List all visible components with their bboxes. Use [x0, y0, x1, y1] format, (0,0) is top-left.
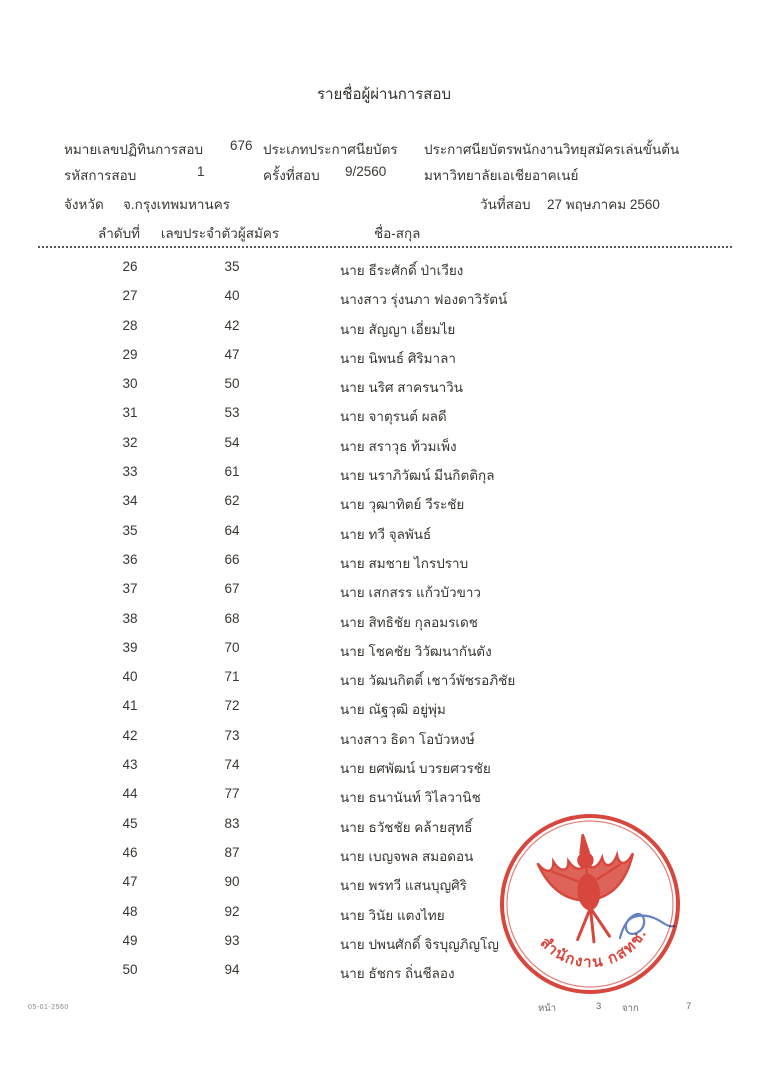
- cell-order-number: 45: [122, 815, 138, 831]
- cell-full-name: นาย ธัชกร ถิ่นชีลอง: [340, 966, 455, 982]
- table-row: [0, 400, 768, 429]
- cell-full-name: นาย นิพนธ์ ศิริมาลา: [340, 350, 456, 366]
- cell-applicant-id: 71: [224, 669, 240, 685]
- table-row: [0, 459, 768, 488]
- cell-applicant-id: 73: [224, 727, 240, 743]
- cell-full-name: นาย สมชาย ไกรปราบ: [340, 555, 469, 571]
- cell-order-number: 33: [122, 464, 138, 480]
- cell-full-name: นาย โชคชัย วิวัฒนากันตัง: [340, 643, 492, 659]
- table-row: [0, 635, 768, 664]
- session-value: 9/2560: [345, 164, 387, 179]
- table-row: [0, 547, 768, 576]
- table-row: [0, 254, 768, 283]
- cell-order-number: 50: [122, 962, 138, 978]
- exam-date-label: วันที่สอบ: [480, 197, 531, 212]
- cell-order-number: 44: [122, 786, 138, 802]
- cell-full-name: นาย นราภิวัฒน์ มีนกิตติกุล: [340, 468, 495, 484]
- header-separator: [38, 246, 732, 248]
- table-row: [0, 283, 768, 312]
- cell-applicant-id: 35: [224, 259, 240, 274]
- cell-full-name: นาย ยศพัฒน์ บวรยศวรชัย: [340, 761, 491, 777]
- cert-type-value: ประกาศนียบัตรพนักงานวิทยุสมัครเล่นขั้นต้น: [424, 142, 680, 157]
- cell-full-name: นาย พรทวี แสนบุญศิริ: [340, 878, 467, 894]
- table-row: [0, 693, 768, 722]
- cell-order-number: 31: [122, 405, 138, 421]
- cell-applicant-id: 62: [224, 493, 240, 509]
- table-row: [0, 488, 768, 517]
- cell-order-number: 28: [122, 317, 138, 333]
- column-header-order: ลำดับที่: [97, 226, 141, 241]
- table-row: [0, 430, 768, 459]
- cell-applicant-id: 83: [224, 815, 240, 831]
- cell-full-name: นาย สราวุธ ท้วมเพ็ง: [340, 438, 457, 454]
- page-title: รายชื่อผู้ผ่านการสอบ: [317, 86, 451, 103]
- cell-full-name: นางสาว รุ่งนภา ฟองดาวิรัตน์: [340, 292, 508, 308]
- cell-applicant-id: 68: [224, 610, 240, 626]
- cell-applicant-id: 61: [224, 464, 240, 480]
- exam-code-label: รหัสการสอบ: [64, 168, 137, 183]
- cell-order-number: 38: [122, 610, 138, 626]
- cell-order-number: 46: [122, 844, 138, 860]
- cell-applicant-id: 40: [224, 288, 240, 304]
- cell-full-name: นาย เสกสรร แก้วบัวขาว: [340, 585, 481, 601]
- province-value: จ.กรุงเทพมหานคร: [123, 197, 230, 212]
- cert-type-label: ประเภทประกาศนียบัตร: [263, 142, 398, 157]
- cell-applicant-id: 93: [224, 932, 240, 948]
- cell-full-name: นาย นริศ สาครนาวิน: [340, 380, 463, 396]
- cell-applicant-id: 70: [224, 639, 240, 655]
- cell-order-number: 48: [122, 903, 138, 919]
- cell-applicant-id: 53: [224, 405, 240, 421]
- cell-full-name: นาย สัญญา เอี่ยมไย: [340, 321, 456, 337]
- footer-of-label: จาก: [622, 1003, 639, 1014]
- cell-applicant-id: 72: [224, 698, 240, 714]
- cell-full-name: นาย เบญจพล สมอดอน: [340, 848, 474, 864]
- cell-order-number: 43: [122, 757, 138, 773]
- cell-full-name: นาย ธวัชชัย คล้ายสุทธิ์: [340, 819, 473, 835]
- cell-full-name: นาย ปพนศักดิ์ จิรบุญภิญโญ: [340, 936, 499, 952]
- session-label: ครั้งที่สอบ: [263, 168, 320, 183]
- cell-applicant-id: 50: [224, 376, 240, 392]
- footer-page-label: หน้า: [538, 1003, 557, 1014]
- table-row: [0, 576, 768, 605]
- cell-order-number: 41: [122, 698, 138, 714]
- table-row: [0, 606, 768, 635]
- cell-applicant-id: 90: [224, 874, 240, 890]
- cell-applicant-id: 94: [224, 962, 240, 978]
- cell-order-number: 40: [122, 669, 138, 685]
- cell-full-name: นางสาว ธิดา โอบัวหงษ์: [340, 731, 475, 747]
- calendar-value: 676: [230, 138, 253, 153]
- table-row: [0, 342, 768, 371]
- cell-full-name: นาย ณัฐวุฒิ อยู่พุ่ม: [340, 702, 446, 718]
- cell-applicant-id: 92: [224, 903, 240, 919]
- cell-full-name: นาย ทวี จุลพันธ์: [340, 526, 432, 542]
- cell-full-name: นาย วินัย แตงไทย: [340, 907, 445, 923]
- cell-applicant-id: 67: [224, 581, 240, 597]
- column-header-id: เลขประจำตัวผู้สมัคร: [160, 226, 280, 241]
- footer-doc-code: 05-01-2560: [28, 1004, 69, 1011]
- province-label: จังหวัด: [64, 197, 104, 212]
- cell-order-number: 42: [122, 727, 138, 743]
- cell-applicant-id: 66: [224, 551, 240, 567]
- footer-total-pages: 7: [686, 1001, 692, 1012]
- cell-full-name: นาย วุฒาทิตย์ วีระชัย: [340, 497, 465, 513]
- cell-order-number: 29: [122, 346, 138, 362]
- cell-applicant-id: 42: [224, 317, 240, 333]
- table-row: [0, 518, 768, 547]
- cell-applicant-id: 77: [224, 786, 240, 802]
- cell-applicant-id: 47: [224, 346, 240, 362]
- column-header-name: ชื่อ-สกุล: [374, 226, 421, 241]
- cell-full-name: นาย จาตุรนต์ ผลดี: [340, 409, 447, 425]
- footer-page-value: 3: [596, 1001, 602, 1012]
- cell-order-number: 49: [122, 932, 138, 948]
- calendar-label: หมายเลขปฏิทินการสอบ: [64, 142, 204, 157]
- cell-order-number: 34: [122, 493, 138, 509]
- cell-order-number: 32: [122, 434, 138, 450]
- cell-full-name: นาย สิทธิชัย กุลอมรเดช: [340, 614, 478, 630]
- cell-applicant-id: 54: [224, 434, 240, 450]
- cell-order-number: 47: [122, 874, 138, 890]
- cell-order-number: 39: [122, 639, 138, 655]
- table-row: [0, 752, 768, 781]
- exam-code-value: 1: [197, 164, 205, 179]
- table-row: [0, 371, 768, 400]
- cell-order-number: 35: [122, 522, 138, 538]
- cell-order-number: 30: [122, 376, 138, 392]
- exam-date-value: 27 พฤษภาคม 2560: [547, 197, 660, 212]
- cell-full-name: นาย วัฒนกิตติ์ เชาว์พัชรอภิชัย: [340, 673, 516, 689]
- cell-full-name: นาย ธีระศักดิ์ ป่าเวียง: [340, 263, 464, 278]
- table-row: [0, 313, 768, 342]
- cell-applicant-id: 74: [224, 757, 240, 773]
- venue-text: มหาวิทยาลัยเอเชียอาคเนย์: [424, 168, 579, 183]
- cell-applicant-id: 87: [224, 844, 240, 860]
- table-row: [0, 723, 768, 752]
- signature-mark: [612, 902, 682, 957]
- cell-order-number: 36: [122, 551, 138, 567]
- table-row: [0, 664, 768, 693]
- cell-order-number: 26: [122, 259, 138, 274]
- cell-full-name: นาย ธนานันท์ วิไลวานิช: [340, 790, 481, 806]
- cell-applicant-id: 64: [224, 522, 240, 538]
- stamp-text: สำนักงาน กสทช.: [536, 925, 651, 972]
- cell-order-number: 37: [122, 581, 138, 597]
- cell-order-number: 27: [122, 288, 138, 304]
